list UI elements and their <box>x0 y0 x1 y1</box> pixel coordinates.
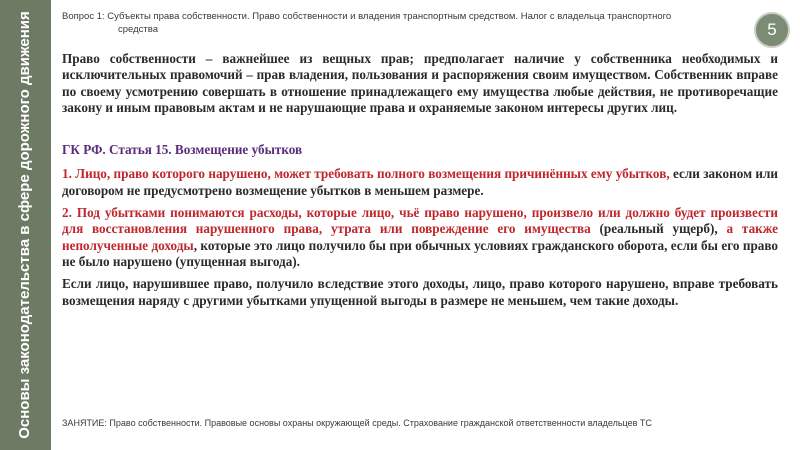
article-title: ГК РФ. Статья 15. Возмещение убытков <box>62 142 303 158</box>
sidebar <box>0 0 51 450</box>
lesson-footer: ЗАНЯТИЕ: Право собственности. Правовые основы охраны окружающей среды. Страхование гражданской ответственности владельцев ТС <box>62 418 652 428</box>
slide-content <box>62 51 778 309</box>
ownership-paragraph: Право собственности – важнейшее из вещных прав; предполагает наличие у собственника необходимых и исключительных правомочий – прав владения, пользования и распоряжения своим имуществом. Собственник вправе по своему усмотрению совершать в отношение принадлежащего ему имущества любые действия, не противоречащие закону и иным правовым актам и не нарушающие права и охраняемые законом интересы других лиц. <box>62 51 778 115</box>
article-item-2 <box>62 205 778 270</box>
item-2-highlight: Под убытками понимаются расходы, которые лицо, чьё право нарушено, произвело или должно будет произвести для восстановления нарушенного права, утрата или повреждение его имущества <box>62 205 778 237</box>
item-2-highlight2: а также неполученные доходы <box>62 221 779 253</box>
question-header-line2: средства <box>118 24 158 35</box>
item-1-rest: если законом или договором не предусмотрено возмещение убытков в меньшем размере. <box>62 166 779 198</box>
closing-paragraph: Если лицо, нарушившее право, получило вследствие этого доходы, лицо, право которого нарушено, вправе требовать возмещения наряду с другими убытками упущенной выгоды в размере не меньшем, чем такие доходы. <box>62 276 778 308</box>
item-2-mid: (реальный ущерб), <box>599 221 718 237</box>
article-item-1 <box>62 166 778 199</box>
item-1-number: 1. <box>62 166 72 182</box>
sidebar-title: Основы законодательства в сфере дорожного движения <box>16 11 33 439</box>
item-1-highlight: Лицо, право которого нарушено, может требовать полного возмещения причинённых ему убытков, <box>75 166 670 182</box>
page-number-badge: 5 <box>754 12 790 48</box>
question-header-line1: Вопрос 1: Субъекты права собственности. Право собственности и владения транспортным средством. Налог с владельца транспортного <box>62 11 672 22</box>
item-2-rest: , которые это лицо получило бы при обычных условиях гражданского оборота, если бы его право не было нарушено (упущенная выгода). <box>62 237 779 269</box>
item-2-number: 2. <box>62 205 72 221</box>
question-header <box>62 10 742 36</box>
